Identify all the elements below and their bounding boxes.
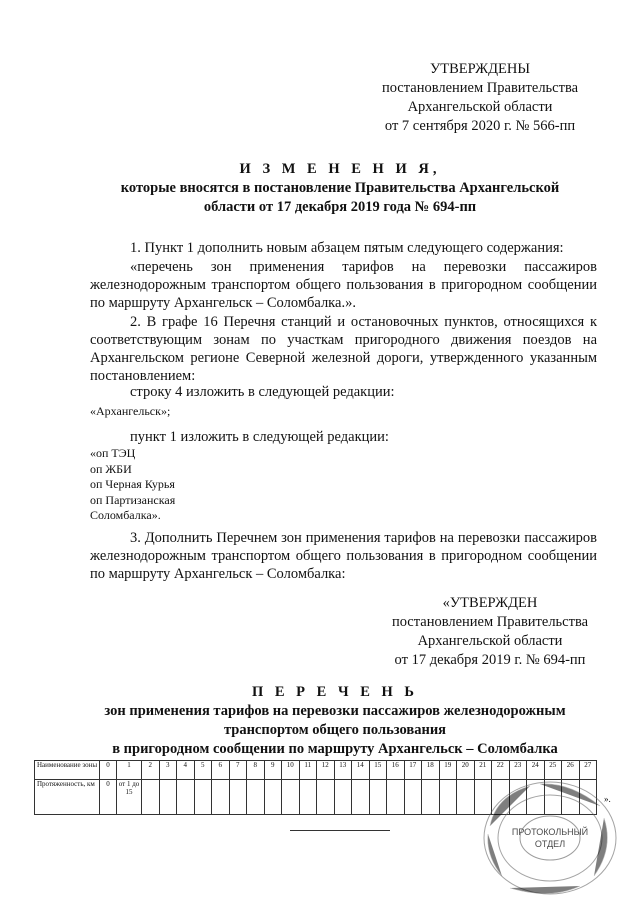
table-cell — [317, 780, 335, 815]
table-cell — [282, 780, 300, 815]
table-cell — [264, 780, 282, 815]
station-item: «оп ТЭЦ — [90, 446, 136, 460]
heading-line: области от 17 декабря 2019 года № 694-пп — [203, 199, 477, 215]
heading-line: в пригородном сообщении по маршруту Архангельск – Соломбалка — [112, 741, 558, 757]
paragraph-point1: пункт 1 изложить в следующей редакции: — [130, 429, 389, 445]
table-cell — [194, 780, 212, 815]
paragraph-3: 3. Дополнить Перечнем зон применения тарифов на перевозки пассажиров железнодорожным транспортом общего пользования в пригородном сообщении по маршруту Архангельск – Соломбалка: — [90, 530, 597, 582]
table-cell — [247, 780, 265, 815]
table-cell: 10 — [282, 761, 300, 780]
table-cell: Протяженность, км — [35, 780, 100, 815]
table-row — [35, 761, 597, 780]
table-cell: 25 — [544, 761, 562, 780]
table-cell: от 1 до 15 — [117, 780, 142, 815]
approval-line: постановлением Правительства — [391, 614, 589, 630]
table-cell: 24 — [527, 761, 545, 780]
table-cell — [142, 780, 160, 815]
table-cell: 23 — [509, 761, 527, 780]
table-closing-quote: ». — [604, 794, 611, 804]
paragraph-2: 2. В графе 16 Перечня станций и остановочных пунктов, относящихся к соответствующим зонам по участкам пригородного движения поездов на Архангельском регионе Северной железной дороги, утвержденного указанным постановлением: — [90, 314, 597, 384]
table-cell — [159, 780, 177, 815]
paragraph-line4: строку 4 изложить в следующей редакции: — [130, 384, 395, 400]
stations-list — [90, 446, 175, 524]
table-cell: 22 — [492, 761, 510, 780]
table-cell — [177, 780, 195, 815]
approval-block-top — [370, 60, 590, 136]
seal-stamp-icon — [480, 778, 620, 898]
table-cell: 20 — [457, 761, 475, 780]
list-heading — [30, 683, 640, 759]
table-cell: 27 — [579, 761, 597, 780]
stamp-text: ОТДЕЛ — [534, 839, 566, 849]
table-cell — [334, 780, 352, 815]
table-cell — [457, 780, 475, 815]
table-cell: 17 — [404, 761, 422, 780]
approval-line: от 17 декабря 2019 г. № 694-пп — [394, 652, 586, 668]
approval-line: от 7 сентября 2020 г. № 566-пп — [384, 118, 576, 134]
table-cell — [404, 780, 422, 815]
stamp-text: ПРОТОКОЛЬНЫЙ — [511, 827, 589, 837]
changes-heading — [40, 160, 640, 217]
table-cell: 15 — [369, 761, 387, 780]
table-cell — [422, 780, 440, 815]
table-cell — [387, 780, 405, 815]
table-cell: 26 — [562, 761, 580, 780]
paragraph-1: 1. Пункт 1 дополнить новым абзацем пятым следующего содержания: — [130, 240, 564, 256]
approval-line: УТВЕРЖДЕНЫ — [429, 61, 531, 77]
heading-line: транспортом общего пользования — [223, 722, 447, 738]
approval-block-bottom — [375, 594, 605, 670]
paragraph-quote: «перечень зон применения тарифов на перевозки пассажиров железнодорожным транспортом общего пользования в пригородном сообщении по маршруту Архангельск – Соломбалка.». — [90, 259, 597, 311]
table-cell — [229, 780, 247, 815]
quote-arkhangelsk — [90, 404, 170, 420]
station-item: оп Партизанская — [90, 492, 176, 507]
heading-line: которые вносятся в постановление Правительства Архангельской — [120, 180, 560, 196]
table-cell: 21 — [474, 761, 492, 780]
table-cell: 5 — [194, 761, 212, 780]
table-cell: 3 — [159, 761, 177, 780]
table-cell — [439, 780, 457, 815]
table-cell: 7 — [229, 761, 247, 780]
table-cell: 8 — [247, 761, 265, 780]
table-cell: 16 — [387, 761, 405, 780]
table-cell: 18 — [422, 761, 440, 780]
table-cell: 12 — [317, 761, 335, 780]
table-cell: 2 — [142, 761, 160, 780]
table-cell: 11 — [299, 761, 317, 780]
table-cell: 9 — [264, 761, 282, 780]
station-item: оп Черная Курья — [90, 477, 175, 491]
station-item: Соломбалка». — [90, 508, 161, 522]
heading-line: зон применения тарифов на перевозки пассажиров железнодорожным — [104, 703, 566, 719]
approval-line: Архангельской области — [417, 633, 563, 649]
approval-line: постановлением Правительства — [381, 80, 579, 96]
table-cell: 14 — [352, 761, 370, 780]
station-item: оп ЖБИ — [90, 461, 132, 476]
table-cell: 0 — [100, 780, 117, 815]
quote-text: «Архангельск»; — [90, 404, 171, 418]
approval-line: Архангельской области — [407, 99, 553, 115]
table-cell: 4 — [177, 761, 195, 780]
end-divider — [290, 830, 390, 831]
approval-line: «УТВЕРЖДЕН — [442, 595, 538, 611]
table-cell — [212, 780, 230, 815]
heading-title: П Е Р Е Ч Е Н Ь — [251, 684, 419, 700]
table-cell: 13 — [334, 761, 352, 780]
table-cell — [352, 780, 370, 815]
table-cell — [299, 780, 317, 815]
table-cell: 1 — [117, 761, 142, 780]
table-cell: 19 — [439, 761, 457, 780]
table-cell: 0 — [100, 761, 117, 780]
table-cell — [369, 780, 387, 815]
table-cell: 6 — [212, 761, 230, 780]
heading-title: И З М Е Н Е Н И Я, — [239, 161, 441, 177]
table-cell: Наименование зоны — [35, 761, 100, 780]
